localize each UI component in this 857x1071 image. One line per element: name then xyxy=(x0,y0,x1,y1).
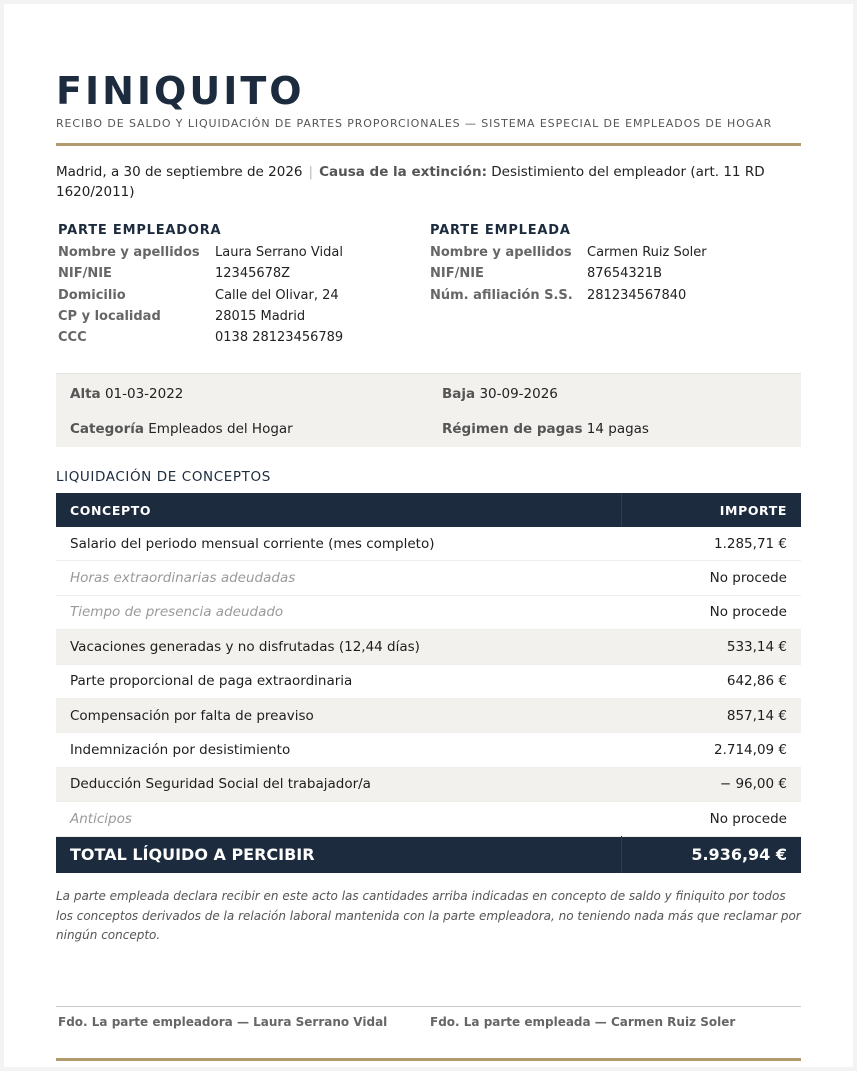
total-row xyxy=(56,836,801,873)
intro-line xyxy=(56,162,801,202)
concepts-table xyxy=(56,493,801,873)
field-label: Nombre y apellidos xyxy=(58,245,200,261)
signature-divider xyxy=(56,1006,801,1007)
employment-info-box xyxy=(56,373,801,447)
employee-row-name xyxy=(428,242,788,263)
amount-cell: No procede xyxy=(709,570,787,587)
table-row xyxy=(56,767,801,801)
alta-field xyxy=(70,386,183,402)
employer-row-nif xyxy=(56,263,416,284)
concept-cell: Anticipos xyxy=(70,810,132,827)
field-value: Calle del Olivar, 24 xyxy=(215,287,339,303)
table-row xyxy=(56,527,801,561)
field-label: Domicilio xyxy=(58,287,126,303)
employee-row-ss xyxy=(428,285,788,306)
table-row xyxy=(56,802,801,836)
table-row xyxy=(56,561,801,595)
place-date: Madrid, a 30 de septiembre de 2026 xyxy=(56,164,303,180)
field-value: Carmen Ruiz Soler xyxy=(587,245,707,261)
alta-label: Alta xyxy=(70,386,101,402)
table-header-row xyxy=(56,493,801,527)
concept-cell: Salario del periodo mensual corriente (mes completo) xyxy=(70,535,435,552)
field-value: 28015 Madrid xyxy=(215,309,306,325)
cause-value: Desistimiento del empleador (art. 11 RD 1620/2011) xyxy=(56,164,765,200)
amount-cell: No procede xyxy=(709,604,787,621)
section-title: LIQUIDACIÓN DE CONCEPTOS xyxy=(56,469,271,485)
declaration-text: La parte empleada declara recibir en este acto las cantidades arriba indicadas en concepto de saldo y finiquito por todos los conceptos derivados de la relación laboral mantenida con la parte empleadora, no teniendo nada más que reclamar por ningún concepto. xyxy=(56,889,801,942)
regimen-value: 14 pagas xyxy=(586,421,649,437)
field-label: Núm. afiliación S.S. xyxy=(430,287,573,303)
column-header-concepto: CONCEPTO xyxy=(56,493,622,527)
header-divider xyxy=(56,143,801,146)
employer-signature: Fdo. La parte empleadora — Laura Serrano Vidal xyxy=(58,1015,388,1029)
concept-cell: Parte proporcional de paga extraordinaria xyxy=(70,673,353,690)
amount-cell: 857,14 € xyxy=(622,698,801,732)
field-label: CP y localidad xyxy=(58,309,161,325)
cause-label: Causa de la extinción: xyxy=(319,164,487,180)
field-label: NIF/NIE xyxy=(430,266,484,282)
table-row xyxy=(56,630,801,664)
baja-label: Baja xyxy=(442,386,476,402)
field-value: Laura Serrano Vidal xyxy=(215,245,343,261)
concept-cell: Tiempo de presencia adeudado xyxy=(70,604,284,621)
employer-row-address xyxy=(56,285,416,306)
employer-block xyxy=(56,223,416,348)
field-value: 281234567840 xyxy=(587,287,687,303)
employee-heading: PARTE EMPLEADA xyxy=(430,223,571,238)
concept-cell: Compensación por falta de preaviso xyxy=(56,698,622,732)
table-row xyxy=(56,733,801,767)
concept-cell: Indemnización por desistimiento xyxy=(70,742,291,759)
field-value: 0138 28123456789 xyxy=(215,330,344,346)
alta-value: 01-03-2022 xyxy=(104,386,184,402)
employer-row-postal xyxy=(56,306,416,327)
field-value: 12345678Z xyxy=(215,266,291,282)
categoria-value: Empleados del Hogar xyxy=(148,421,293,437)
baja-field xyxy=(442,386,558,402)
concept-cell: Horas extraordinarias adeudadas xyxy=(70,570,296,587)
amount-cell: 642,86 € xyxy=(726,673,787,690)
categoria-label: Categoría xyxy=(70,421,144,437)
field-value: 87654321B xyxy=(587,266,663,282)
employer-row-name xyxy=(56,242,416,263)
concept-cell: Deducción Seguridad Social del trabajador/a xyxy=(56,767,622,801)
total-value: 5.936,94 € xyxy=(622,836,801,873)
field-label: NIF/NIE xyxy=(58,266,112,282)
categoria-field xyxy=(70,421,293,437)
baja-value: 30-09-2026 xyxy=(479,386,558,402)
employee-block xyxy=(428,223,788,306)
regimen-field xyxy=(442,421,649,437)
amount-cell: − 96,00 € xyxy=(622,767,801,801)
table-row xyxy=(56,664,801,698)
total-label: TOTAL LÍQUIDO A PERCIBIR xyxy=(56,836,622,873)
employee-row-nif xyxy=(428,263,788,284)
document-title: FINIQUITO xyxy=(56,69,305,113)
amount-cell: 533,14 € xyxy=(622,630,801,664)
table-row xyxy=(56,595,801,629)
employer-heading: PARTE EMPLEADORA xyxy=(58,223,222,238)
field-label: Nombre y apellidos xyxy=(430,245,572,261)
footer-divider xyxy=(56,1058,801,1061)
field-label: CCC xyxy=(58,330,87,346)
column-header-importe: IMPORTE xyxy=(622,493,801,527)
amount-cell: 1.285,71 € xyxy=(714,535,787,552)
regimen-label: Régimen de pagas xyxy=(442,421,583,437)
amount-cell: No procede xyxy=(709,810,787,827)
document-page xyxy=(4,4,853,1067)
employee-signature: Fdo. La parte empleada — Carmen Ruiz Soler xyxy=(430,1015,736,1029)
amount-cell: 2.714,09 € xyxy=(714,742,787,759)
employer-row-ccc xyxy=(56,327,416,348)
intro-separator: | xyxy=(308,164,314,180)
document-subtitle: RECIBO DE SALDO Y LIQUIDACIÓN DE PARTES PROPORCIONALES — SISTEMA ESPECIAL DE EMPLEADOS DE HOGAR xyxy=(56,117,773,130)
concept-cell: Vacaciones generadas y no disfrutadas (12,44 días) xyxy=(56,630,622,664)
table-row xyxy=(56,698,801,732)
